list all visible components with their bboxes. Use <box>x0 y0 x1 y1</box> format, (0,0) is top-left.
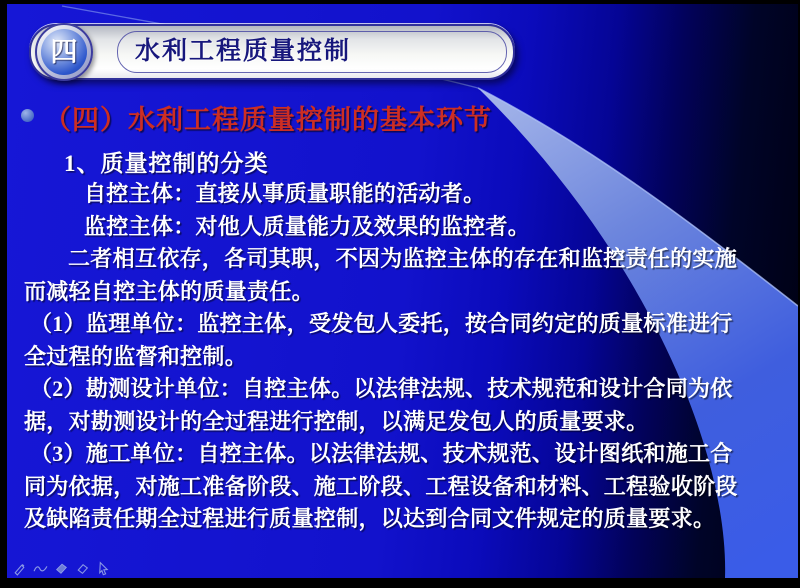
slide-frame <box>7 4 798 578</box>
body-line: 二者相互依存，各司其职，不因为监控主体的存在和监控责任的实施 <box>68 246 738 271</box>
freehand-icon[interactable] <box>33 561 48 576</box>
subheading: 1、质量控制的分类 <box>64 151 269 176</box>
pointer-icon[interactable] <box>96 561 111 576</box>
highlighter-icon[interactable] <box>54 561 69 576</box>
body-line: （1）监理单位：监控主体，受发包人委托，按合同约定的质量标准进行 <box>30 311 733 336</box>
body-text <box>24 178 774 536</box>
eraser-icon[interactable] <box>75 561 90 576</box>
body-line: 而减轻自控主体的质量责任。 <box>24 278 314 304</box>
section-badge-core <box>41 29 87 75</box>
body-line: 自控主体：直接从事质量职能的活动者。 <box>84 181 486 206</box>
banner-title: 水利工程质量控制 <box>135 38 352 65</box>
body-line: 及缺陷责任期全过程进行质量控制，以达到合同文件规定的质量要求。 <box>24 506 716 531</box>
annotation-toolbar <box>12 561 111 576</box>
body-line: 同为依据，对施工准备阶段、施工阶段、工程设备和材料、工程验收阶段 <box>24 473 738 499</box>
body-line: 据，对勘测设计的全过程进行控制，以满足发包人的质量要求。 <box>24 408 649 434</box>
pen-icon[interactable] <box>12 561 27 576</box>
badge-number: 四 <box>50 36 78 67</box>
body-line: 全过程的监督和控制。 <box>24 343 248 369</box>
slide-title: （四）水利工程质量控制的基本环节 <box>44 105 492 135</box>
body-line: （2）勘测设计单位：自控主体。以法律法规、技术规范和设计合同为依 <box>30 376 733 401</box>
body-line: 监控主体：对他人质量能力及效果的监控者。 <box>84 213 531 239</box>
title-bullet-icon <box>21 109 34 122</box>
header-banner <box>29 24 515 80</box>
body-line: （3）施工单位：自控主体。以法律法规、技术规范、设计图纸和施工合 <box>30 441 733 466</box>
section-badge <box>35 23 93 81</box>
